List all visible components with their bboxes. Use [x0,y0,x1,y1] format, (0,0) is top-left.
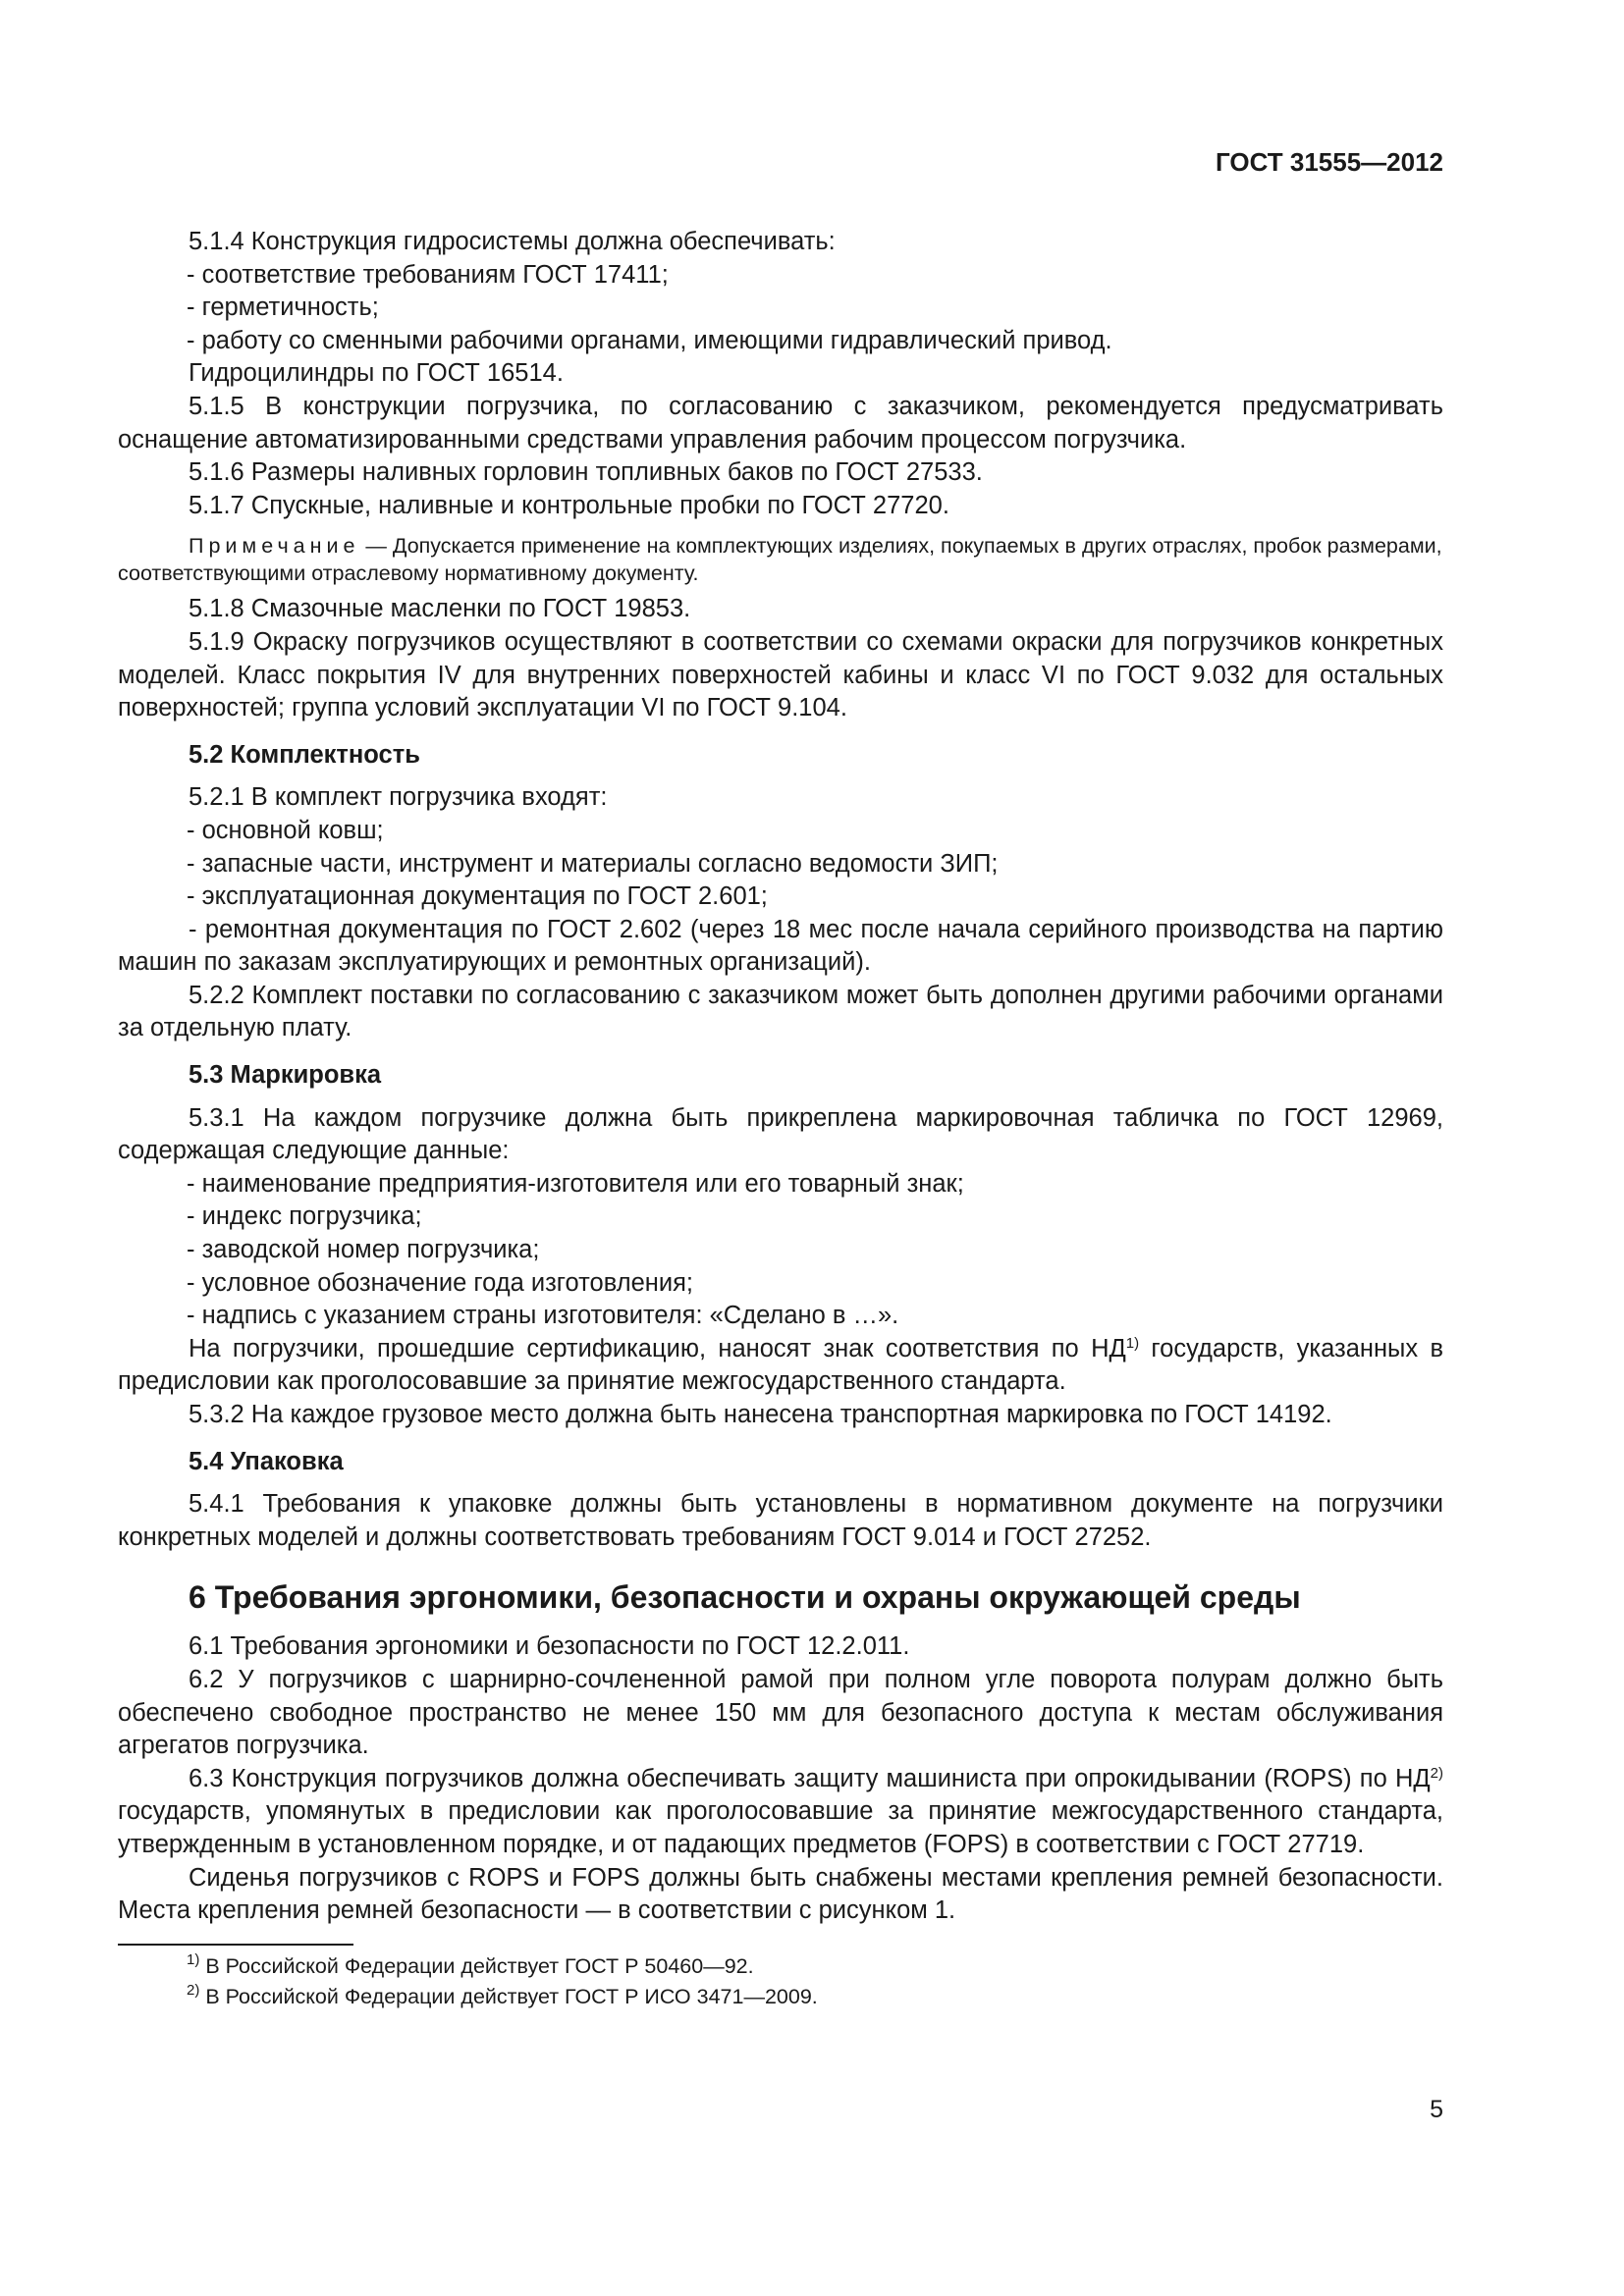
section-heading-6: 6 Требования эргономики, безопасности и охраны окружающей среды [189,1579,1301,1616]
clause-6-3: 6.3 Конструкция погрузчиков должна обеспечивать защиту машиниста при опрокидывании (ROPS) по НД$^{2)}$ государств, упомянутых в предисловии как проголосовавшие за принятие межгосударственного стандарта, утвержденным в установленном порядке, и от падающих предметов (FOPS) в соответствии с ГОСТ 27719. [118,1764,1443,1858]
list-item: - работу со сменными рабочими органами, имеющими гидравлический привод. [187,326,1112,354]
section-heading-5-3: 5.3 Маркировка [189,1061,382,1090]
list-item: - индекс погрузчика; [187,1202,422,1231]
footnote-divider [118,1944,353,1946]
list-item: - заводской номер погрузчика; [187,1236,540,1264]
note-label: Примечание [189,534,360,559]
list-item: - запасные части, инструмент и материалы согласно ведомости ЗИП; [187,849,999,878]
clause-5-1-7: 5.1.7 Спускные, наливные и контрольные пробки по ГОСТ 27720. [189,491,949,519]
clause-6-1: 6.1 Требования эргономики и безопасности по ГОСТ 12.2.011. [189,1632,910,1661]
document-body [118,226,1443,2012]
list-item: - наименование предприятия-изготовителя или его товарный знак; [187,1169,964,1198]
list-item: - герметичность; [187,294,379,322]
clause-5-2-1: 5.2.1 В комплект погрузчика входят: [189,783,608,812]
clause-5-3-1: 5.3.1 На каждом погрузчике должна быть прикреплена маркировочная табличка по ГОСТ 12969, содержащая следующие данные: [118,1103,1443,1165]
footnote-ref: 2) [1430,1764,1443,1782]
footnote: $^{2)}$ В Российской Федерации действует ГОСТ Р ИСО 3471—2009. [187,1981,818,2008]
clause-5-3-2: 5.3.2 На каждое грузовое место должна быть нанесена транспортная маркировка по ГОСТ 14192. [189,1401,1332,1428]
document-header: ГОСТ 31555—2012 [1216,147,1443,177]
page-number: 5 [1430,2096,1443,2123]
clause-5-1-9: 5.1.9 Окраску погрузчиков осуществляют в соответствии со схемами окраски для погрузчиков конкретных моделей. Класс покрытия IV для внутренних поверхностей кабины и класс VI по ГОСТ 9.032 для остальных поверхностей; группа условий эксплуатации VI по ГОСТ 9.104. [118,627,1443,722]
footnote-ref: 1) [1125,1334,1140,1352]
clause-5-4-1: 5.4.1 Требования к упаковке должны быть установлены в нормативном документе на погрузчики конкретных моделей и должны соответствовать требованиям ГОСТ 9.014 и ГОСТ 27252. [118,1490,1443,1551]
footnote: $^{1)}$ В Российской Федерации действует ГОСТ Р 50460—92. [187,1950,754,1978]
section-heading-5-4: 5.4 Упаковка [189,1447,344,1475]
list-item: - условное обозначение года изготовления; [187,1268,693,1297]
clause-5-1-4-tail: Гидроцилиндры по ГОСТ 16514. [189,359,564,388]
clause-5-1-8: 5.1.8 Смазочные масленки по ГОСТ 19853. [189,595,691,623]
list-item: - надпись с указанием страны изготовителя: «Сделано в …». [187,1302,899,1330]
note-text: — Допускается применение на комплектующих изделиях, покупаемых в других отраслях, пробок размерами, соответствующими отраслевому нормативному документу. [118,534,1442,586]
list-item: - соответствие требованиям ГОСТ 17411; [187,260,669,289]
list-item-wrapped: - ремонтная документация по ГОСТ 2.602 (через 18 мес после начала серийного производства на партию машин по заказам эксплуатирующих и ремонтных организаций). [118,915,1443,977]
clause-5-1-5: 5.1.5 В конструкции погрузчика, по согласованию с заказчиком, рекомендуется предусматривать оснащение автоматизированными средствами управления рабочим процессом погрузчика. [118,392,1443,454]
list-item: - основной ковш; [187,816,384,844]
certification-paragraph: На погрузчики, прошедшие сертификацию, наносят знак соответствия по НД$^{1)}$ государств, указанных в предисловии как проголосовавшие за принятие межгосударственного стандарта. [118,1334,1443,1396]
clause-6-2: 6.2 У погрузчиков с шарнирно-сочлененной рамой при полном угле поворота полурам должно быть обеспечено свободное пространство не менее 150 мм для безопасного доступа к местам обслуживания агрегатов погрузчика. [118,1665,1443,1760]
list-item: - эксплуатационная документация по ГОСТ 2.601; [187,882,768,911]
clause-5-1-6: 5.1.6 Размеры наливных горловин топливных баков по ГОСТ 27533. [189,458,983,487]
section-heading-5-2: 5.2 Комплектность [189,740,420,769]
clause-5-2-2: 5.2.2 Комплект поставки по согласованию с заказчиком может быть дополнен другими рабочими органами за отдельную плату. [118,981,1443,1042]
clause-6-3-seats: Сиденья погрузчиков с ROPS и FOPS должны быть снабжены местами крепления ремней безопасности. Места крепления ремней безопасности — в соответствии с рисунком 1. [118,1863,1443,1925]
note [118,522,1443,593]
clause-5-1-4: 5.1.4 Конструкция гидросистемы должна обеспечивать: [189,228,836,255]
